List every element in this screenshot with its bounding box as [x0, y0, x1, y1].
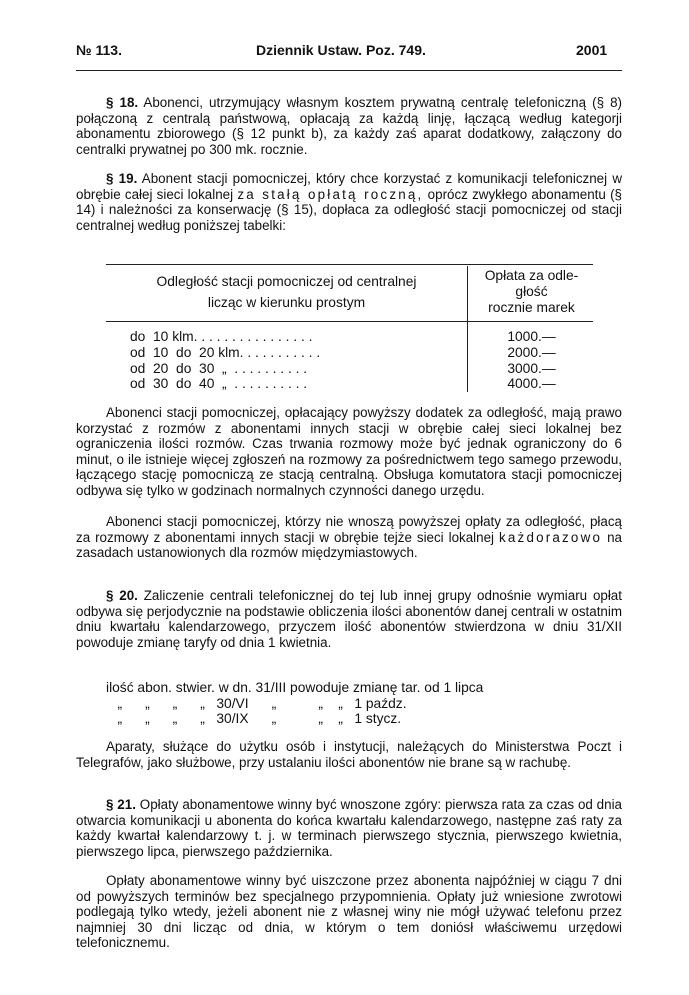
section-19-number: § 19. [106, 171, 138, 186]
section-21-text: Opłaty abonamentowe winny być wnoszone zgóry: pierwsza rata za czas od dnia otwarcia komunikacji u abonenta do końca kwartału kalendarzowego, następne zaś raty za każdy kwartał kalendarzowy t. j. w terminach pierwszego stycznia, pierwszego kwietnia, pierwszego lipca, pierwszego października. [76, 797, 622, 859]
table-row-range: do 10 klm. . . . . . . . . . . . . . . . [130, 329, 313, 344]
paragraph-official-devices: Aparaty, służące do użytku osób i instytucji, należących do Ministerstwa Poczt i Telegrafów, jako służbowe, przy ustalaniu ilości abonentów nie brane są w rachubę. [76, 739, 622, 770]
table-header-rule [106, 321, 593, 322]
section-19-spaced: za stałą opłatą roczną, [237, 186, 424, 202]
section-19-text-a: Abonent stacji pomocniczej, który chce korzystać z komunikacji telefonicznej w obrębie całej sieci lokalnej [76, 171, 622, 202]
section-20-number: § 20. [106, 588, 138, 603]
table-column-divider [467, 266, 468, 392]
table-header-fee-line1: Opłata za odle- [484, 268, 579, 283]
quarter-line-3: „ „ „ „ 30/IX „ „ „ 1 stycz. [106, 711, 402, 726]
journal-title: Dziennik Ustaw. Poz. 749. [256, 42, 426, 58]
table-header-distance [106, 271, 467, 313]
paragraph-payment-deadline: Opłaty abonamentowe winny być uiszczone przez abonenta najpóźniej w ciągu 7 dni od powyższych terminów bez specjalnego przypomnienia. Opłaty już wniesione zwrotowi podlegają tylko wtedy, jeżeli abonent nie z własnej winy nie mógł używać telefonu przez najmniej 30 dni licząc od dnia, w którym o tem doniósł właściwemu urzędowi telefonicznemu. [76, 873, 622, 951]
issue-number: № 113. [76, 42, 122, 58]
table-header-fee-line3: rocznie marek [488, 300, 575, 315]
quarter-line-2: „ „ „ „ 30/VI „ „ „ 1 paźdz. [106, 696, 407, 711]
table-row-range: od 20 do 30 „ . . . . . . . . . . [130, 361, 308, 376]
table-row-range: od 30 do 40 „ . . . . . . . . . . [130, 376, 308, 391]
table-header-fee [470, 268, 593, 316]
table-top-rule [106, 264, 593, 265]
section-19 [76, 171, 622, 233]
section-21 [76, 797, 622, 859]
table-row-fee: 3000.— [507, 361, 556, 376]
table-row-fee: 1000.— [507, 329, 556, 344]
page-number: 2001 [576, 42, 608, 58]
table-header-distance-line2: licząc w kierunku prostym [207, 295, 366, 310]
section-19-text-b: oprócz zwykłego abonamentu (§ 14) i należności za konserwację (§ 15), dopłaca za odległość stacji pomocniczej od stacji centralnej według poniższej tabelki: [76, 186, 622, 233]
quarter-line-1: ilość abon. stwier. w dn. 31/III powoduje zmianę tar. od 1 lipca [106, 680, 484, 695]
table-header-fee-line2: głość [515, 284, 548, 299]
table-row-fee: 2000.— [507, 345, 556, 360]
header-rule [76, 70, 622, 71]
paragraph-no-fee [76, 514, 622, 561]
paragraph-no-fee-b: na zasadach ustanowionych dla rozmów międzymiastowych. [76, 529, 622, 561]
table-header-distance-line1: Odległość stacji pomocniczej od centralnej [156, 274, 417, 289]
section-18 [76, 95, 622, 157]
table-row-range: od 10 do 20 klm. . . . . . . . . . . [130, 345, 321, 360]
paragraph-distance-fee: Abonenci stacji pomocniczej, opłacający powyższy dodatek za odległość, mają prawo korzystać z rozmów z abonentami innych stacji w obrębie całej sieci lokalnej bez ograniczenia ilości rozmów. Czas trwania rozmowy może być jednak ograniczony do 6 minut, o ile istnieje więcej zgłoszeń na rozmowy za pośrednictwem tego samego przewodu, łączącego stację pomocniczą ze stacją centralną. Obsługa komutatora stacji pomocniczej odbywa się tylko w godzinach normalnych czynności danego urzędu. [76, 405, 622, 498]
section-21-number: § 21. [106, 797, 136, 812]
section-20-text: Zaliczenie centrali telefonicznej do tej lub innej grupy odnośnie wymiaru opłat odbywa się perjodycznie na podstawie obliczenia ilości abonentów danej centrali w ostatnim dniu kwartału kalendarzowego, przyczem ilość abonentów stwierdzona w dniu 31/XII powoduje zmianę taryfy od dnia 1 kwietnia. [76, 588, 622, 650]
paragraph-no-fee-a: Abonenci stacji pomocniczej, którzy nie wnoszą powyższej opłaty za odległość, płacą za rozmowy z abonentami innych stacji w obrębie tejże sieci lokalnej [76, 514, 622, 545]
table-row-fee: 4000.— [507, 376, 556, 391]
section-18-number: § 18. [106, 95, 139, 110]
section-20 [76, 588, 622, 650]
paragraph-no-fee-spaced: każdorazowo [499, 529, 603, 545]
section-18-text: Abonenci, utrzymujący własnym kosztem prywatną centralę telefoniczną (§ 8) połączoną z centralą państwową, opłacają za każdą linję, łączącą według kategorji abonamentu zbiorowego (§ 12 punkt b), za każdy zaś aparat dodatkowy, załączony do centralki prywatnej po 300 mk. rocznie. [76, 95, 622, 157]
